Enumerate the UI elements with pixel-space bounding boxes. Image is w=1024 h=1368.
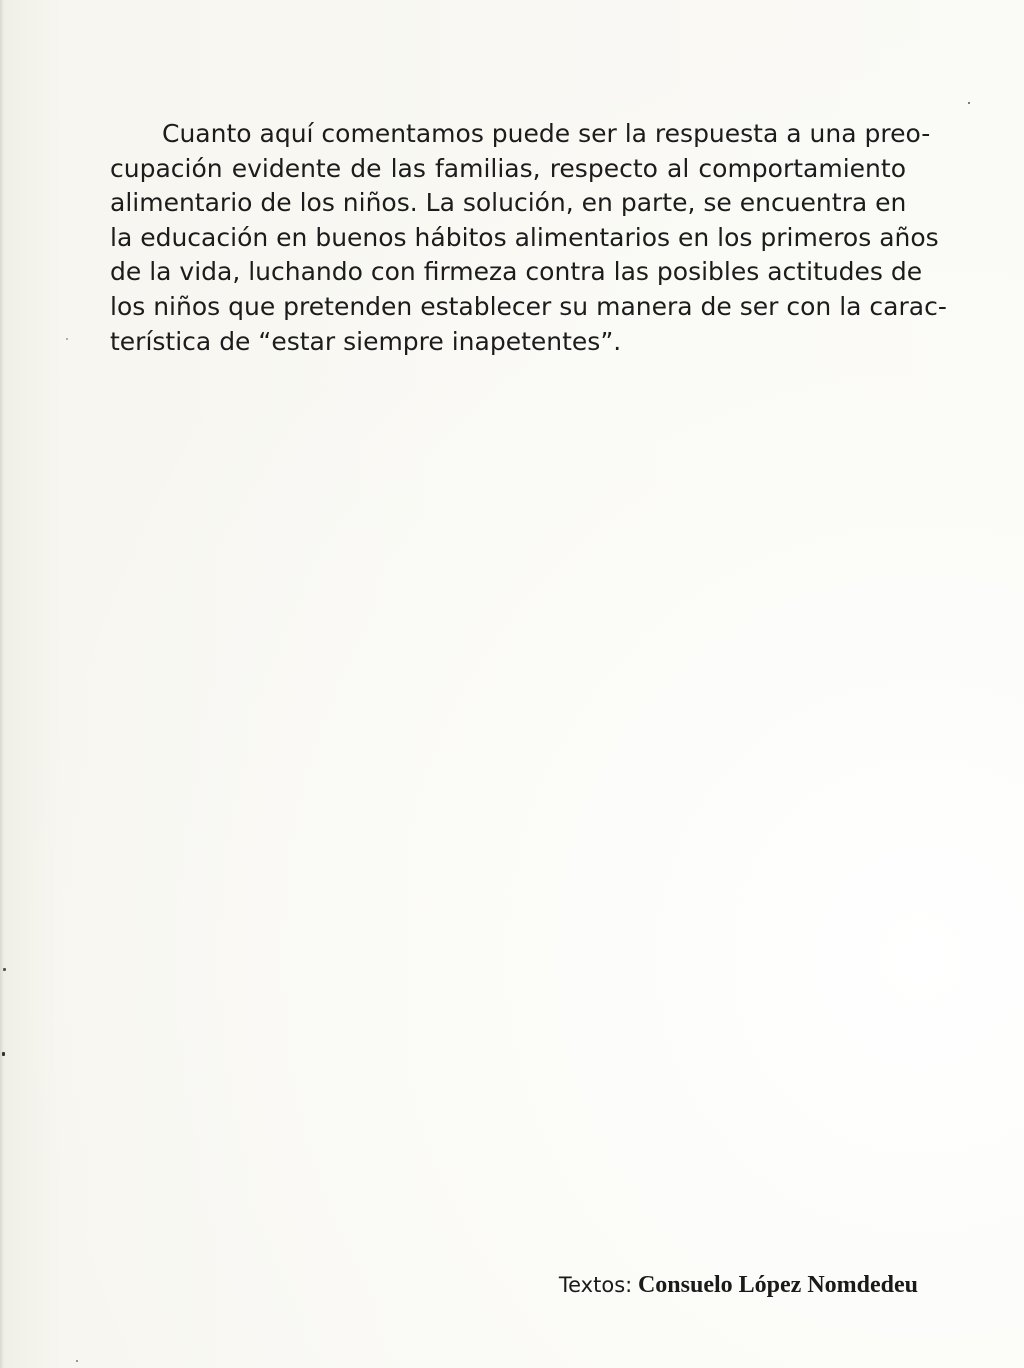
- paper-speck: [3, 968, 6, 971]
- paper-speck: [76, 1360, 78, 1362]
- paragraph-line: de la vida, luchando con firmeza contra las posibles actitudes de: [110, 257, 923, 287]
- credit-label: Textos:: [558, 1273, 633, 1297]
- paragraph-line: cupación evidente de las familias, respecto al comportamiento: [110, 153, 906, 183]
- body-paragraph: [110, 117, 947, 359]
- paragraph-line: alimentario de los niños. La solución, en parte, se encuentra en: [110, 188, 907, 218]
- credit-author: Consuelo López Nomdedeu: [637, 1272, 918, 1298]
- paragraph-line: Cuanto aquí comentamos puede ser la respuesta a una preo-: [162, 119, 931, 148]
- paragraph-line: la educación en buenos hábitos alimentarios en los primeros años: [110, 222, 939, 252]
- author-credit: [559, 1272, 918, 1299]
- paragraph-line: terística de “estar siempre inapetentes”.: [110, 326, 622, 356]
- paper-speck: [968, 102, 970, 104]
- page-edge-shadow: [0, 0, 4, 1368]
- paper-speck: [66, 338, 68, 340]
- paper-speck: [2, 1052, 5, 1056]
- paragraph-line: los niños que pretenden establecer su manera de ser con la carac-: [110, 291, 947, 321]
